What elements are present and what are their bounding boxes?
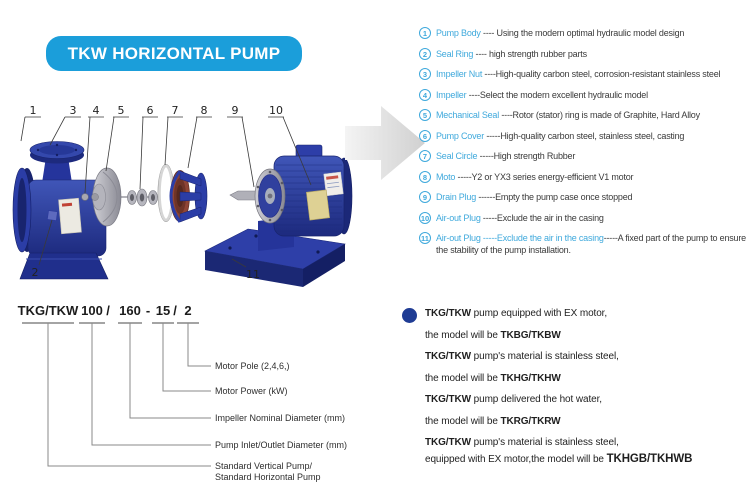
title-banner — [46, 36, 302, 71]
impeller-nut-illustration — [82, 194, 89, 201]
part-name: Mechanical Seal — [436, 110, 500, 120]
part-name: Impeller Nut — [436, 69, 483, 79]
callout-5: 5 — [117, 104, 125, 117]
part-desc: ---- Using the modern optimal hydraulic model design — [480, 28, 685, 38]
model-segment-series: TKG/TKW — [17, 303, 79, 318]
label-impeller-diameter: Impeller Nominal Diameter (mm) — [215, 413, 346, 423]
model-separator: - — [145, 303, 151, 318]
part-name: Seal Ring — [436, 48, 474, 59]
part-desc: ----Select the modern excellent hydraulic model — [466, 89, 648, 100]
part-name: Seal Circle — [436, 151, 478, 161]
callout-6: 6 — [146, 104, 154, 117]
part-desc: -----High-quality carbon steel, stainless steel, casting — [484, 130, 685, 141]
callout-8: 8 — [200, 104, 208, 117]
part-name: Impeller — [436, 89, 467, 100]
model-segment-power: 15 — [155, 303, 171, 318]
pump-body-illustration — [13, 142, 108, 280]
callout-11: 11 — [246, 268, 260, 281]
circled-number-icon: 6 — [419, 130, 431, 142]
list-item — [419, 27, 753, 39]
model-segment-pole: 2 — [184, 303, 192, 318]
parts-list — [419, 27, 753, 265]
callout-4: 4 — [92, 104, 100, 117]
list-item — [419, 109, 753, 121]
callout-3: 3 — [69, 104, 77, 117]
page-title: TKW HORIZONTAL PUMP — [67, 43, 281, 63]
part-name: Air-out Plug — [436, 212, 481, 223]
variant-line: TKG/TKW pump delivered the hot water, — [425, 394, 602, 405]
part-name: Pump Cover — [436, 130, 485, 141]
variant-line: equipped with EX motor,the model will be TKHGB/TKHWB — [425, 453, 693, 465]
list-item — [419, 89, 753, 101]
callout-9: 9 — [231, 104, 239, 117]
variant-line: TKG/TKW pump's material is stainless steel, — [425, 437, 619, 448]
variant-line: the model will be TKBG/TKBW — [425, 329, 561, 341]
model-segment-inlet: 100 — [81, 303, 103, 318]
label-standard-vertical: Standard Vertical Pump/ — [215, 461, 313, 471]
part-desc: -----A fixed part of the pump to ensure the stability of the pump installation. — [436, 233, 746, 255]
callout-2: 2 — [31, 266, 39, 279]
model-code-diagram — [15, 300, 365, 490]
part-name: Pump Body — [436, 28, 481, 38]
list-item — [419, 130, 753, 142]
impeller-illustration — [92, 168, 159, 226]
callout-7: 7 — [171, 104, 179, 117]
list-item — [419, 48, 753, 60]
list-item — [419, 232, 753, 256]
model-separator: / — [173, 303, 177, 318]
part-desc: ---- high strength rubber parts — [473, 48, 587, 59]
list-item — [419, 191, 753, 203]
model-separator: / — [106, 303, 110, 318]
part-desc: -----High strength Rubber — [477, 151, 576, 161]
circled-number-icon: 11 — [419, 232, 431, 244]
part-name: Moto — [436, 171, 456, 182]
mechanical-seal-illustration — [128, 189, 158, 206]
circled-number-icon: 9 — [419, 191, 431, 203]
label-inlet-outlet: Pump Inlet/Outlet Diameter (mm) — [215, 440, 348, 450]
label-motor-pole: Motor Pole (2,4,6,) — [215, 361, 290, 371]
model-segment-impeller: 160 — [119, 303, 141, 318]
part-name: Air-out Plug -----Exclude the air in the casing — [436, 233, 604, 243]
part-desc: ------Empty the pump case once stopped — [476, 192, 633, 202]
circled-number-icon: 2 — [419, 48, 431, 60]
right-arrow-icon — [345, 104, 430, 182]
circled-number-icon: 3 — [419, 68, 431, 80]
part-desc: ----Rotor (stator) ring is made of Graphite, Hard Alloy — [499, 110, 700, 120]
circled-number-icon: 1 — [419, 27, 431, 39]
list-item — [419, 171, 753, 183]
circled-number-icon: 8 — [419, 171, 431, 183]
label-motor-power: Motor Power (kW) — [215, 386, 288, 396]
variant-line: the model will be TKHG/TKHW — [425, 372, 561, 384]
circled-number-icon: 4 — [419, 89, 431, 101]
list-item — [419, 150, 753, 162]
tree-connector-lines — [48, 323, 211, 466]
variant-line: TKG/TKW pump equipped with EX motor, — [425, 308, 608, 319]
callout-10: 10 — [269, 104, 283, 117]
circled-number-icon: 10 — [420, 213, 430, 223]
list-item — [419, 212, 753, 224]
part-desc: -----Y2 or YX3 series energy-efficient V1 motor — [455, 171, 634, 182]
circled-number-icon: 7 — [419, 150, 431, 162]
bullet-icon — [402, 308, 417, 323]
label-standard-horizontal: Standard Horizontal Pump — [215, 472, 321, 482]
motor-nameplate — [306, 190, 329, 220]
pump-exploded-diagram — [8, 93, 358, 293]
pump-cover-illustration — [171, 171, 208, 223]
circled-number-icon: 5 — [419, 109, 431, 121]
part-name: Drain Plug — [436, 192, 477, 202]
variant-line: the model will be TKRG/TKRW — [425, 415, 561, 427]
list-item — [419, 68, 753, 80]
variant-line: TKG/TKW pump's material is stainless steel, — [425, 351, 619, 362]
model-variants — [402, 300, 754, 476]
part-desc: -----Exclude the air in the casing — [480, 212, 604, 223]
part-desc: ----High-quality carbon steel, corrosion-resistant stainless steel — [482, 69, 721, 79]
callout-1: 1 — [29, 104, 37, 117]
